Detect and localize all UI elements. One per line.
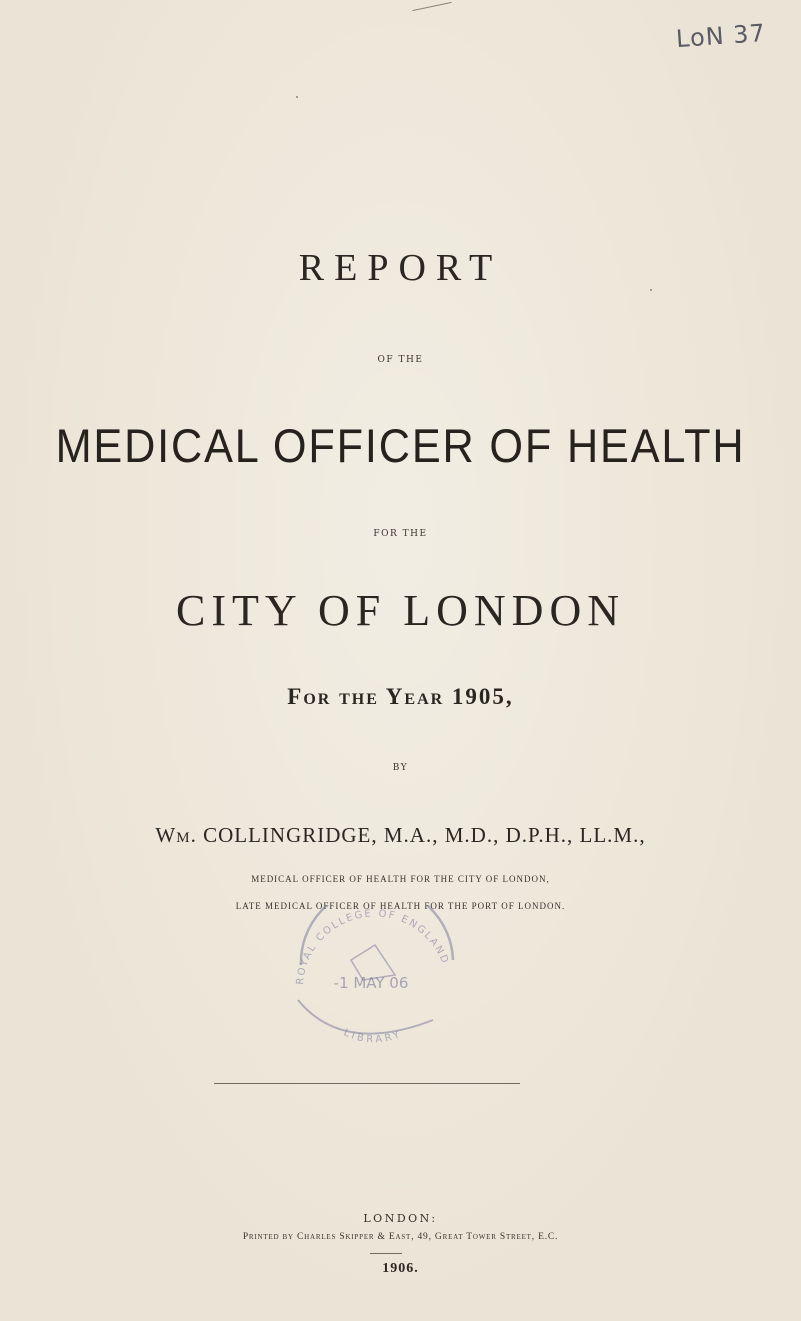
- author-title-former: LATE MEDICAL OFFICER OF HEALTH FOR THE PORT OF LONDON.: [235, 901, 566, 911]
- city-name: CITY OF LONDON: [175, 586, 626, 635]
- office-title: MEDICAL OFFICER OF HEALTH: [55, 419, 746, 472]
- imprint-rule: [370, 1253, 402, 1254]
- imprint-year: 1906.: [382, 1261, 419, 1276]
- year-line: For the Year 1905,: [287, 684, 514, 709]
- divider-rule: [214, 1083, 520, 1084]
- report-heading: REPORT: [298, 247, 503, 289]
- author-name: COLLINGRIDGE, M.A., M.D., D.P.H., LL.M.,: [203, 823, 646, 847]
- stamp-lower-ring: [298, 1000, 433, 1034]
- imprint-place: LONDON:: [363, 1212, 438, 1225]
- stamp-bottom-text: LIBRARY: [341, 1027, 405, 1045]
- author-prefix: Wm.: [155, 823, 197, 847]
- stamp-date: -1 MAY 06: [333, 974, 409, 992]
- by-connector: BY: [392, 763, 409, 773]
- paper-speck: [650, 289, 652, 291]
- author-line: [0, 823, 801, 848]
- paper-mark: [412, 2, 451, 11]
- shelfmark-annotation: LoN 37: [675, 18, 767, 54]
- stamp-top-text: ROYAL COLLEGE OF ENGLAND: [294, 908, 451, 986]
- author-title-current: MEDICAL OFFICER OF HEALTH FOR THE CITY OF LONDON,: [251, 874, 550, 884]
- library-stamp: [283, 905, 463, 1045]
- paper-speck: [296, 96, 298, 98]
- of-the-connector: OF THE: [377, 355, 424, 365]
- imprint-printer: Printed by Charles Skipper & East, 49, Great Tower Street, E.C.: [242, 1232, 559, 1242]
- for-the-connector: FOR THE: [373, 529, 428, 539]
